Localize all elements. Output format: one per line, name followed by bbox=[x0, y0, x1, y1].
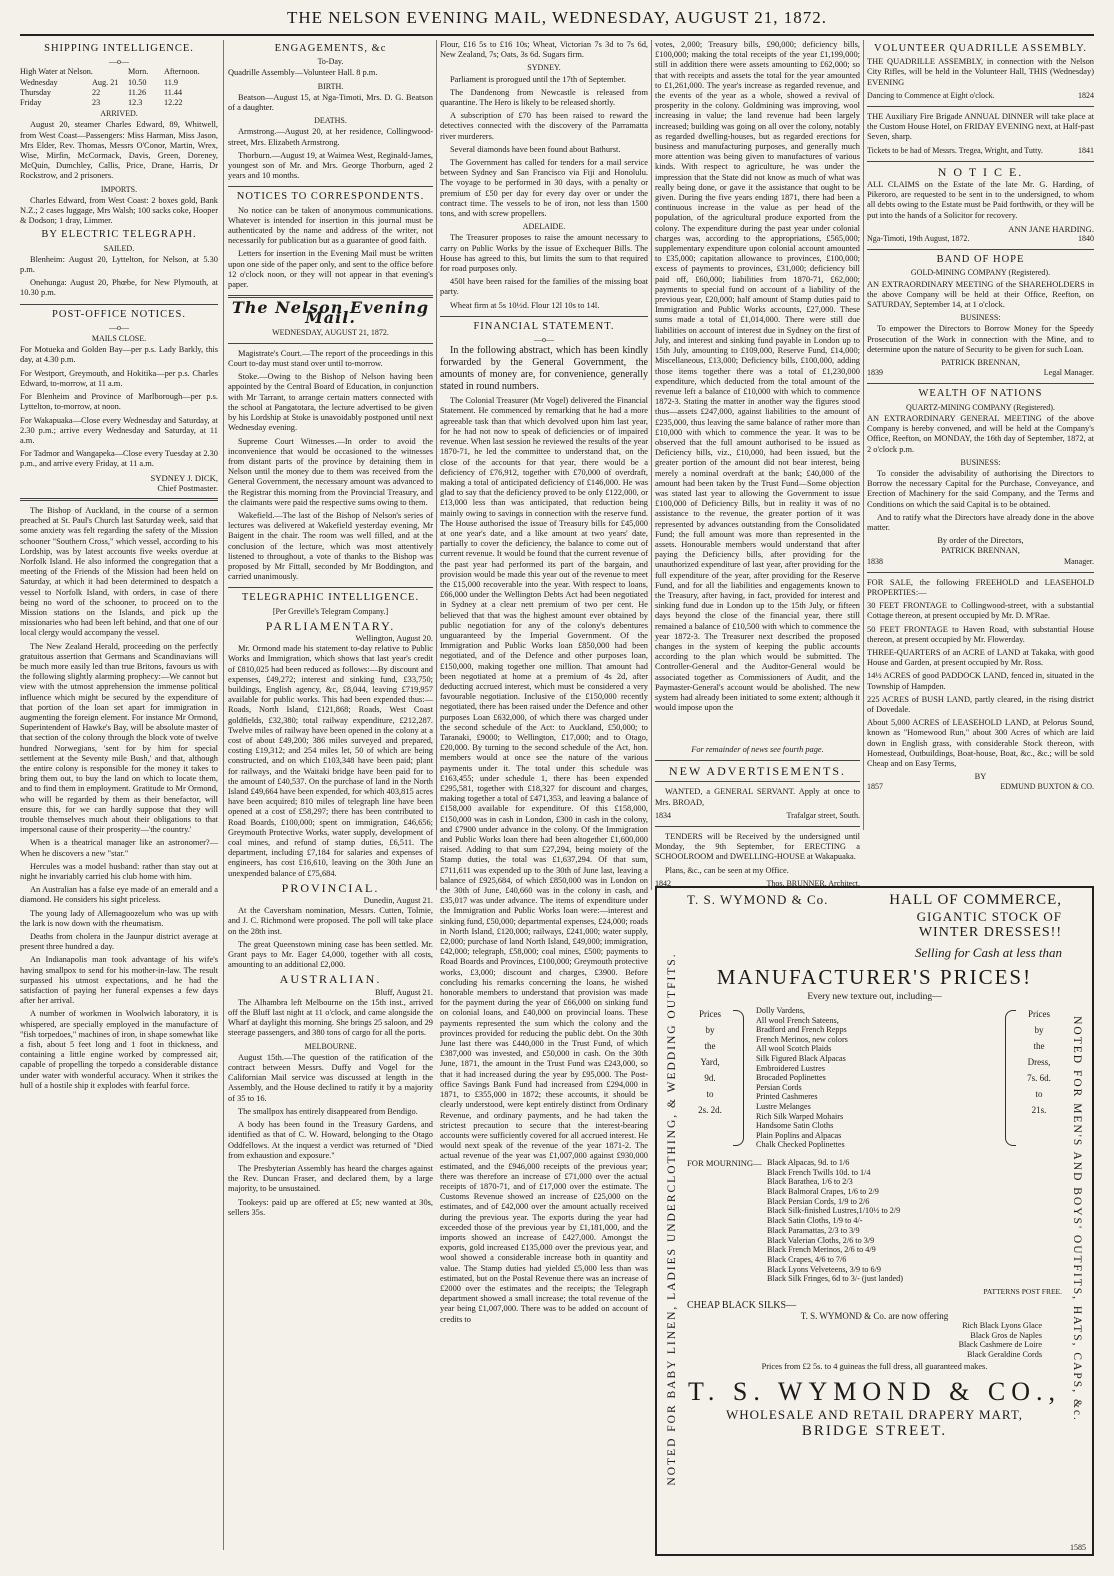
right-vertical-banner bbox=[1066, 894, 1088, 1544]
divider bbox=[655, 760, 860, 761]
left-vertical-banner bbox=[661, 894, 683, 1544]
brace bbox=[733, 1010, 744, 1146]
advert-text: FOR SALE, the following FREEHOLD and LEASEHOLD PROPERTIES:— bbox=[867, 577, 1094, 597]
today-label: To-Day. bbox=[317, 57, 344, 67]
wealth-of-nations-heading: WEALTH OF NATIONS bbox=[918, 388, 1043, 400]
parliamentary-heading: PARLIAMENTARY. bbox=[265, 618, 396, 633]
mail-item: For Motueka and Golden Bay—per p.s. Lady Barkly, this day, at 4.30 p.m. bbox=[20, 345, 218, 365]
news-paragraph: Supreme Court Witnesses.—In order to avoid the inconvenience that would be occasioned to the witnesses from distant parts of the province by detaining them in Nelson until the money due to them was received from the General Government, the necessary amount was advanced to the Registrar this morning from the Provincial Treasury, and the claimants were paid the respective sums owing to them. bbox=[228, 436, 433, 507]
advert-number: 1839 bbox=[867, 368, 883, 378]
news-paragraph: An Australian has a false eye made of an emerald and a diamond. He considers his sight priceless. bbox=[20, 885, 218, 905]
tide-cell: 10.50 bbox=[128, 77, 147, 87]
notices-heading: NOTICES TO CORRESPONDENTS. bbox=[236, 191, 425, 203]
advert-text: AN EXTRAORDINARY MEETING of the SHAREHOLDERS in the above Company will be held at their Office, Reefton, on SATURDAY, September 14, at 1 o'clock. bbox=[867, 279, 1094, 310]
price-line: Dress, bbox=[1027, 1057, 1051, 1067]
tide-table bbox=[20, 67, 218, 108]
selling-line: Selling for Cash at less than bbox=[915, 945, 1062, 960]
post-office-heading: POST-OFFICE NOTICES. bbox=[52, 308, 186, 320]
engagement-item: Quadrille Assembly—Volunteer Hall. 8 p.m. bbox=[228, 68, 378, 78]
news-paragraph: Mr. Ormond made his statement to-day relative to Public Works and Immigration, which shows that last year's credit of £810,025 had been reduced as follows:—By discount and expenses, £49,272; interest and sinking fund, £33,750; buildings, English agency, &c, £8,044, leaving £719,957 available for public works. This had been expended thus:—Roads, North Island, £121,868; Roads, West Coast goldfields, £32,380; total railway expenditure, £212,287. Twelve miles of railway have been opened in the colony at a cost of about £49,200; 386 miles surveyed and prepared, costing £19,312; and 254 miles let, 50 of which are being constructed, and on which £103,348 have been paid; plant for railways, and the Waitaki bridge have been paid for to the amount of £40,537. On the purchase of land in the North Island £49,664 have been expended, for which 403,815 acres have been acquired; 810 miles of telegraph line have been opened at a cost of £58,297; there has been contributed to Road Boards, £100,000; spent on immigration, £46,656; Greymouth Protective Works, water supply, development of coal mines, and refund of stamp duties, £6,511. The department, including £7,184 for salaries and expenses of engineers, has cost £16,610, leaving on the 30th June an unexpended balance of £75,684. bbox=[228, 644, 433, 878]
fabric-item: Bradford and French Repps bbox=[756, 1025, 847, 1035]
news-paragraph: Several diamonds have been found about Bathurst. bbox=[450, 144, 621, 154]
divider bbox=[228, 186, 433, 187]
advert-number: 1857 bbox=[867, 782, 883, 792]
engagements-heading: ENGAGEMENTS, &c bbox=[274, 43, 387, 54]
melbourne-heading: MELBOURNE. bbox=[304, 1041, 357, 1051]
news-paragraph: 450l have been raised for the families of the missing boat party. bbox=[440, 277, 648, 297]
notice-heading: N O T I C E. bbox=[937, 164, 1024, 179]
news-paragraph: The Treasurer proposes to raise the amount necessary to carry on Public Works by the issue of Exchequer Bills. The House has agreed to this, but limits the sum to that required for road purposes only. bbox=[440, 233, 648, 274]
advert-signature-title: Manager. bbox=[1064, 556, 1094, 566]
price-line: Yard, bbox=[700, 1057, 720, 1067]
advert-header bbox=[687, 892, 1062, 909]
price-line: 21s. bbox=[1031, 1105, 1047, 1115]
mourning-item: Black Crapes, 4/6 to 7/6 bbox=[767, 1254, 847, 1264]
postmaster-title: Chief Postmaster. bbox=[157, 482, 218, 493]
mourning-item: Black Barathea, 1/6 to 2/3 bbox=[767, 1177, 853, 1187]
dress-prices bbox=[1016, 1006, 1062, 1150]
financial-heading: FINANCIAL STATEMENT. bbox=[473, 320, 615, 332]
tide-cell: Thursday bbox=[20, 87, 51, 97]
sale-item: About 5,000 ACRES of LEASEHOLD LAND, at Pelorus Sound, known as "Homewood Run," about 300 Acres of which are laid down in English grass, with considerable Stock thereon, with Homestead, Outbuildings, Boat-house, Boat, &c., &c.; will be sold Cheap and on Easy Terms, bbox=[867, 718, 1094, 768]
divider bbox=[867, 249, 1094, 250]
price-line: to bbox=[706, 1089, 714, 1099]
fabric-item: Rich Silk Warped Mohairs bbox=[756, 1111, 844, 1121]
news-paragraph: Parliament is prorogued until the 17th of September. bbox=[450, 74, 626, 84]
adelaide-heading: ADELAIDE. bbox=[522, 222, 566, 232]
silk-item: Rich Black Lyons Glace bbox=[962, 1321, 1042, 1331]
mourning-label: FOR MOURNING— bbox=[687, 1157, 762, 1168]
news-paragraph: votes, 2,000; Treasury bills, £90,000; deficiency bills, £100,000; making the total receipts of the year £1,199,000; still in addition there were assets amounting to £62,000; so that with receipts and assets the total for the year amounted to £1,261,000. The year's increase as regarded revenue, and the events of the year as a whole, showed a revival of prosperity in the colony. Goldmining was improving, wool increasing in value; the land revenue had been largely increased; building was going on all over the colony, notably as regarded dwelling-houses, but as regarded erections for business and manufacturing purposes, and generally much more attention was being given to manufactures of various kinds. With respect to agriculture, he was under the impression that the State did not know as much of what was really being done, or gave it the assistance that ought to be given. During the five years ending 1871, there had been a continuous increase in the value as per head of the population, of the agricultural produce exported from the colony. The expenditure during the past year under colonial charges was, according to the appropriations, £565,000; supplementary expenditure upon colonial account amounted to £35,000; capitation allowance to provinces, £100,000; excess of payments to provinces, £31,000; deficiency bill paid off, £60,000; liabilities from 1870-71, £62,000; payments to special fund on account of a liability of the previous year, £20,000; half amount of Stamp duties paid to Immigration and Public Works accounts, £27,000. These sums made a total of £1,014,000. There were still due liabilities on account of interest due in Sydney on the first of July, and interest and sinking fund payable in London up to 15th July, amounting to £109,000, Reserve Fund, £14,000; Miscellaneous, £13,000; Deficiency bills, £100,000, adding those items together there was a total of £1,230,000 expenditure, which deducted from the total amount of the revenue left a balance of £10,000 with which to commence 1872-3. Stating the matter in another way the figures stood thus—assets £247,000, against liabilities to the amount of £235,000, thus leaving the same balance of rather more than £10,000 with which to commence the year. It was to be observed that the full amount authorised to be issued as Deficiency bills, viz., £10,000, had been issued, but the greater portion of the amount did not bear interest, being merely a nominal overdraft at the bank; £40,000 of the amount had been taken by the Trust Fund—Some objection was stated last year to allowing the Government to issue £100,000 of Deficiency Bills, but in reality it was of no assistance to the revenue, the greater portion of it was represented by advances outstanding from the Consolidated Fund; the full amount was more than represented in the assets. Honourable members would understand that after paying the Deficiency bills, after providing for the unauthorized expenditure of last year, after providing for the full expenditure of the year, after providing for the Reserve Fund, and for all the liabilities and engagements known to the Treasury, after having, in fact, provided for interest and sinking fund due in London up to the 15th July, or fifteen days beyond the close of the financial year, there still remained a balance of £10,500 with which to commence the year 1872-3. The Treasurer next described the proposed changes in the system of keeping the public accounts according to the plan which would be submitted. The Controller-General and the Auditor-General would be associated together as Commissioners of Audit, and the Paymaster-General's account would be abolished. The new system had already been initiated to some extent; although it would impose upon the bbox=[655, 40, 860, 713]
news-paragraph: Deaths from cholera in the Jaunpur district average at present three hundred a day. bbox=[20, 932, 218, 952]
advert-signature: PATRICK BRENNAN, bbox=[941, 546, 1020, 556]
advert-footer bbox=[867, 368, 1094, 378]
mails-heading: MAILS CLOSE. bbox=[91, 334, 147, 344]
divider bbox=[867, 572, 1094, 573]
news-paragraph: Hercules was a model husband: rather than stay out at night he invariably carried his club home with him. bbox=[20, 861, 218, 882]
vertical-text: NOTED FOR BABY LINEN, LADIES UNDERCLOTHING, & WEDDING OUTFITS. bbox=[666, 952, 678, 1486]
cheap-silks: CHEAP BLACK SILKS— bbox=[687, 1300, 797, 1312]
column-4 bbox=[655, 40, 860, 890]
mourning-list bbox=[767, 1158, 1062, 1284]
tide-cell: 23 bbox=[92, 98, 101, 108]
news-paragraph: The Bishop of Auckland, in the course of a sermon preached at St. Paul's Church last Saturday week, said that some anxiety was felt regarding the safety of the Mission schooner "Southern Cross," which vessel, according to his Lordship, was by latest accounts five weeks overdue at Norfolk Island. He also informed the congregation that a meeting of the Friends of the Mission had been held on Saturday, at which it had been determined to despatch a vessel to Norfolk Island, with orders, in case of there being no word of the schooner, to proceed on to the Mission stations on the Islands, and pick up the missionaries who had been left behind, and that one of our local clergy would accompany the vessel. bbox=[20, 505, 218, 638]
telegraph-heading: BY ELECTRIC TELEGRAPH. bbox=[41, 229, 197, 241]
tide-head: Afternoon. bbox=[164, 67, 200, 77]
sale-item: 225 ACRES of BUSH LAND, partly cleared, in the rising district of Dovedale. bbox=[867, 694, 1094, 714]
news-paragraph: The New Zealand Herald, proceeding on the perfectly gratuitous assertion that Germans and Scandinavians will be much more easily led than true Britons, favours us with the following slightly alarming prophecy:—We cannot but view with the utmost apprehension the immense political influence which might be secured by the expenditure of that portion of the loan set apart for immigration in augmenting the foreign element. For instance Mr Ormond, Superintendent of Hawke's Bay, will be absolute master of that section of the colony through the block vote of twelve hundred Norwegians, 'sent for by him for special settlement at the Seventy mile Bush,' and that, although the entire colony is responsible for the money it takes to bring them out, to buy the land on which to locate them, and to find them in employment. Gratitude to Mr Ormond, who will be regarded by them as their benefactor, will ensure this, for we can hardly suppose that they will trouble themselves much about their obligations to that impersonal cause of their prosperity—'the country.' bbox=[20, 641, 218, 835]
news-paragraph: When is a theatrical manager like an astronomer?—When he discovers a new "star." bbox=[20, 838, 218, 858]
divider bbox=[867, 383, 1094, 384]
death-notice: Thorburn.—August 19, at Waimea West, Reginald-James, youngest son of Mr. and Mrs. George Thorburn, aged 2 years and 10 months. bbox=[228, 150, 433, 181]
advert-order: By order of the Directors, bbox=[937, 536, 1024, 546]
news-paragraph: An Indianapolis man took advantage of his wife's having smallpox to send for his mother-in-law. The result surpassed his utmost expectations, and he had the satisfaction of paying her funeral expenses a few days after her arrival. bbox=[20, 955, 218, 1006]
business-label: BUSINESS: bbox=[960, 457, 1001, 467]
tide-cell: 11.44 bbox=[164, 87, 183, 97]
mourning-item: Black French Merinos, 2/6 to 4/9 bbox=[767, 1245, 876, 1255]
advert-address: Trafalgar street, South. bbox=[786, 810, 860, 820]
tide-cell: Friday bbox=[20, 98, 42, 108]
fabric-item: Lustre Melanges bbox=[756, 1101, 811, 1111]
advert-number: 1824 bbox=[1078, 90, 1094, 100]
fabric-item: French Merinos, new colors bbox=[756, 1034, 848, 1044]
news-paragraph: In the following abstract, which has been kindly forwarded by the General Government, the amounts of money are, for convenience, generally stated in round numbers. bbox=[440, 345, 648, 393]
advert-number: 1840 bbox=[1078, 234, 1094, 244]
news-paragraph: The young lady of Allemagoozelum who was up with the lark is now down with the rheumatism. bbox=[20, 908, 218, 928]
dateline: Dunedin, August 21. bbox=[363, 896, 433, 906]
column-divider bbox=[863, 40, 864, 830]
advert-footer bbox=[867, 557, 1094, 567]
tide-head: Morn. bbox=[128, 67, 149, 77]
mail-item: For Westport, Greymouth, and Hokitika—per p.s. Charles Edward, to-morrow, at 11 a.m. bbox=[20, 368, 218, 388]
advert-text: WANTED, a GENERAL SERVANT. Apply at once to Mrs. BROAD, bbox=[655, 787, 860, 807]
paper-date: WEDNESDAY, AUGUST 21, 1872. bbox=[272, 327, 389, 337]
masthead-rule bbox=[20, 34, 1094, 36]
arrived-heading: ARRIVED. bbox=[100, 109, 138, 119]
mourning-item: Black French Twills 10d. to 1/4 bbox=[767, 1167, 871, 1177]
advert-signature-title: Legal Manager. bbox=[1043, 368, 1094, 378]
news-paragraph: Tookeys: paid up are offered at £5; new wanted at 30s, sellers 35s. bbox=[228, 1197, 433, 1217]
wymond-offer: T. S. WYMOND & Co. are now offering bbox=[800, 1311, 949, 1322]
gigantic-stock: GIGANTIC STOCK OF bbox=[916, 909, 1062, 924]
tide-cell: 22 bbox=[92, 87, 101, 97]
remainder-note: For remainder of news see fourth page. bbox=[691, 745, 824, 754]
mourning-item: Black Silk Fringes, 6d to 3/- (just landed) bbox=[767, 1274, 903, 1284]
advert-footer bbox=[655, 811, 860, 821]
fabric-list bbox=[744, 1006, 1005, 1150]
mail-item: For Tadmor and Wangapeka—Close every Tuesday at 2.30 p.m., and arrive every Friday, at 11 a.m. bbox=[20, 449, 218, 469]
paper-title: The Nelson Evening Mail. bbox=[231, 298, 430, 328]
divider bbox=[867, 106, 1094, 107]
price-line: 9d. bbox=[704, 1073, 716, 1083]
imports-text: Charles Edward, from West Coast: 2 boxes gold, Bank N.Z.; 2 cases luggage, Mrs Walsh; 100 sacks coke, Hooper & Dodson; 1 dray, Limmer. bbox=[20, 195, 218, 226]
advert-text: Dancing to Commence at Eight o'clock. bbox=[867, 90, 995, 100]
column-divider bbox=[223, 40, 224, 1550]
manufacturers-prices: MANUFACTURER'S PRICES! bbox=[716, 965, 1033, 989]
tide-cell: 11.26 bbox=[128, 87, 147, 97]
mourning-item: Black Persian Cords, 1/9 to 2/6 bbox=[767, 1196, 870, 1206]
fabric-item: Dolly Vardens, bbox=[756, 1006, 805, 1015]
mourning-item: Black Balmoral Crapes, 1/6 to 2/9 bbox=[767, 1187, 879, 1197]
mourning-item: Black Valerian Cloths, 2/6 to 3/9 bbox=[767, 1235, 875, 1245]
brace bbox=[1005, 1010, 1016, 1146]
birth-notice: Beatson—August 15, at Nga-Timoti, Mrs. D. G. Beatson of a daughter. bbox=[228, 92, 433, 113]
silk-item: Black Cashmere de Loire bbox=[958, 1340, 1042, 1350]
advert-text: THE QUADRILLE ASSEMBLY, in connection with the Nelson City Rifles, will be held in the Volunteer Hall, THIS (Wednesday) EVENING bbox=[867, 57, 1094, 87]
fabric-item: Handsome Satin Cloths bbox=[756, 1121, 834, 1131]
price-line: to bbox=[1035, 1089, 1043, 1099]
news-paragraph: The Dandenong from Newcastle is released from quarantine. The Hero is likely to be released shortly. bbox=[440, 87, 648, 108]
news-paragraph: A body has been found in the Treasury Gardens, and identified as that of C. W. Howard, belonging to the Otago Oddfellows. At the inquest a verdict was returned of "Died from exhaustion and exposure." bbox=[228, 1120, 433, 1160]
death-notice: Armstrong.—August 20, at her residence, Collingwood-street, Mrs. Elizabeth Armstrong. bbox=[228, 127, 433, 147]
tide-cell: Aug. 21 bbox=[92, 77, 119, 87]
patterns-post-free: PATTERNS POST FREE. bbox=[983, 1287, 1062, 1297]
mourning-item: Black Alpacas, 9d. to 1/6 bbox=[767, 1157, 850, 1167]
dateline: Bluff, August 21. bbox=[374, 987, 433, 997]
advert-number: 1585 bbox=[1070, 1543, 1086, 1552]
wymond-advertisement bbox=[655, 886, 1094, 1556]
mourning-item: Black Silk-finished Lustres,1/10½ to 2/9 bbox=[767, 1206, 901, 1216]
advert-text: Plans, &c., can be seen at my Office. bbox=[665, 865, 789, 875]
fabric-item: All wool Scotch Plaids bbox=[756, 1044, 832, 1054]
price-footnote: Prices from £2 5s. to 4 guineas the full dress, all guaranteed makes. bbox=[761, 1362, 988, 1372]
winter-dresses: WINTER DRESSES!! bbox=[918, 925, 1062, 940]
business-label: BUSINESS: bbox=[960, 313, 1001, 323]
imports-heading: IMPORTS. bbox=[100, 184, 138, 194]
divider bbox=[20, 304, 218, 305]
news-paragraph: At the Caversham nomination, Messrs. Cutten, Tolmie, and J. C. Richmond were proposed. The poll will take place on the 28th inst. bbox=[228, 906, 433, 936]
news-paragraph: Wheat firm at 5s 10½d. Flour 12l 10s to 14l. bbox=[450, 300, 600, 310]
fabric-item: All wool French Sateens, bbox=[756, 1015, 839, 1025]
sale-item: 50 FEET FRONTAGE to Haven Road, with substantial House thereon, at present occupied by Mr. Flowerday. bbox=[867, 624, 1094, 644]
every-texture: Every new texture out, including— bbox=[807, 992, 942, 1002]
mail-item: For Blenheim and Province of Marlborough—per p.s. Lyttelton, to-morrow, at noon. bbox=[20, 392, 218, 412]
silk-list bbox=[687, 1321, 1062, 1359]
notice-text: No notice can be taken of anonymous communications. Whatever is intended for insertion in this journal must be authenticated by the name and address of the writer, not necessarily for publication but as a guarantee of good faith. bbox=[228, 205, 433, 246]
vertical-text: NOTED FOR MEN'S AND BOYS' OUTFITS, HATS, CAPS, &c. bbox=[1071, 1016, 1083, 1422]
drapery-mart: WHOLESALE AND RETAIL DRAPERY MART, bbox=[725, 1407, 1024, 1423]
price-line: the bbox=[1033, 1041, 1045, 1051]
price-line: Prices bbox=[699, 1009, 721, 1019]
masthead: THE NELSON EVENING MAIL, WEDNESDAY, AUGUST 21, 1872. bbox=[286, 8, 828, 27]
shipping-heading: SHIPPING INTELLIGENCE. bbox=[44, 43, 194, 54]
tide-cell: 12.22 bbox=[164, 98, 183, 108]
deaths-heading: DEATHS. bbox=[314, 116, 347, 126]
price-line: 7s. 6d. bbox=[1027, 1073, 1051, 1083]
column-3 bbox=[440, 40, 648, 1324]
fabric-item: Plain Poplins and Alpacas bbox=[756, 1130, 842, 1140]
divider bbox=[20, 498, 218, 501]
advert-signature: Thos. BRUNNER, Architect. bbox=[766, 878, 860, 888]
birth-heading: BIRTH. bbox=[317, 81, 344, 91]
news-paragraph: Stoke.—Owing to the Bishop of Nelson having been appointed by the Central Board of Education, in conjunction with Mr Tarrant, to arrange certain matters connected with the school at Pangatotara, the lecture advertised to be given by his Lordship at Stoke is unavoidably postponed until next Wednesday evening. bbox=[228, 372, 433, 433]
hall-of-commerce: HALL OF COMMERCE, bbox=[889, 892, 1062, 908]
postmaster-name: SYDNEY J. DICK, bbox=[150, 472, 218, 483]
advert-footer bbox=[867, 782, 1094, 792]
arrived-text: August 20, steamer Charles Edward, 89, Whitwell, from West Coast—Passengers: Miss Harman, Miss Jason, Mrs Elder, Rev. Thomas, Messrs O'Conor, Martin, Wrex, Wise, Mirfin, McCormack, Davis, Green, Doreney, McQuin, Dumchley, Callis, Price, Drane, Harris, Dr Rockstrow, and 2 prisoners. bbox=[20, 120, 218, 181]
advert-by: BY bbox=[974, 772, 987, 782]
news-paragraph: A number of workmen in Woolwich laboratory, it is whispered, are specially employed in the manufacture of "fish torpedoes," machines of iron, in shape somewhat like a fish, about 5 feet long and 1 foot in thickness, and containing a little engine worked by compressed air, capable of propelling the torpedo a considerable distance under water with wonderful accuracy. When it strikes the hull of a hostile ship it explodes with fearful force. bbox=[20, 1009, 218, 1090]
mourning-item: Black Lyons Velveteens, 3/9 to 6/9 bbox=[767, 1264, 882, 1274]
news-paragraph: August 15th.—The question of the ratification of the contract between Messrs. Duffy and Vogel for the Californian Mail service was discussed at length in the Assembly, and the House declined to ratify it by a majority of 35 to 16. bbox=[228, 1052, 433, 1103]
advert-signature: EDMUND BUXTON & CO. bbox=[1000, 782, 1094, 792]
fabric-item: Silk Figured Black Alpacas bbox=[756, 1053, 846, 1063]
fabrics-block bbox=[687, 1006, 1062, 1150]
new-adverts-heading: NEW ADVERTISEMENTS. bbox=[668, 764, 847, 779]
sailed-heading: SAILED. bbox=[103, 243, 135, 253]
advert-footer bbox=[867, 146, 1094, 156]
fabric-item: Embroidered Lustres bbox=[756, 1063, 825, 1073]
advert-number: 1834 bbox=[655, 810, 671, 820]
advert-text: AN EXTRAORDINARY GENERAL MEETING of the above Company is hereby convened, and will be held at the Company's Office, Reefton, on MONDAY, the 16th day of September, 1872, at 2 o'clock p.m. bbox=[867, 413, 1094, 454]
sailed-text: Onehunga: August 20, Phœbe, for New Plymouth, at 10.30 p.m. bbox=[20, 278, 218, 298]
dateline: Wellington, August 20. bbox=[355, 633, 433, 643]
column-2 bbox=[228, 40, 433, 1550]
price-line: 2s. 2d. bbox=[698, 1105, 722, 1115]
fabric-item: Brocaded Poplinettes bbox=[756, 1073, 826, 1083]
news-paragraph: The Government has called for tenders for a mail service between Sydney and San Francisco via Fiji and Honolulu. The voyage to be performed in 30 days, with a penalty or premium of £50 per day for every day over or under the contract time. The vessels to be of iron, not less than 1500 tons, and with screw propellers. bbox=[440, 158, 648, 219]
advert-text: TENDERS will be Received by the undersigned until Monday, the 9th September, for ERECTING a SCHOOLROOM and DWELLING-HOUSE at Wakapuaka. bbox=[655, 832, 860, 862]
news-paragraph: The great Queenstown mining case has been settled. Mr. Grant pays to Mr. Eager £4,000, together with all costs, amounting to an additional £2,000. bbox=[228, 939, 433, 970]
advert-signature: ANN JANE HARDING. bbox=[1008, 223, 1094, 234]
price-line: by bbox=[1034, 1025, 1044, 1035]
news-paragraph: The smallpox has entirely disappeared from Bendigo. bbox=[238, 1106, 418, 1116]
column-5 bbox=[867, 40, 1094, 830]
advert-signature: PATRICK BRENNAN, bbox=[941, 358, 1020, 368]
price-line: the bbox=[704, 1041, 716, 1051]
sydney-heading: SYDNEY. bbox=[527, 63, 561, 73]
news-paragraph: The Alhambra left Melbourne on the 15th inst., arrived off the Bluff last night at 11 o'clock, and came alongside the Wharf at daylight this morning. She brings 25 saloon, and 29 steerage passengers, and 380 tons of cargo for all the ports. bbox=[228, 997, 433, 1038]
advert-number: 1842 bbox=[655, 878, 671, 888]
mail-item: For Wakapuaka—Close every Wednesday and Saturday, at 2.30 p.m.; arrive every Wednesday and Saturday, at 11 a.m. bbox=[20, 415, 218, 445]
mourning-item: Black Satin Cloths, 1/9 to 4/- bbox=[767, 1216, 863, 1226]
advert-body bbox=[687, 892, 1062, 1550]
silk-item: Black Gros de Naples bbox=[970, 1330, 1042, 1340]
provincial-heading: PROVINCIAL. bbox=[281, 880, 380, 895]
advert-footer bbox=[867, 234, 1094, 244]
australian-heading: AUSTRALIAN. bbox=[279, 972, 382, 987]
news-paragraph: Wakefield.—The last of the Bishop of Nelson's series of lectures was delivered at Wakefield yesterday evening, Mr Baigent in the chair. The room was well filled, and at the conclusion of the lecture, which was most attentively listened to throughout, a vote of thanks to the Bishop was proposed by Mr Fittall, seconded by Mr Boddington, and carried unanimously. bbox=[228, 510, 433, 582]
divider bbox=[228, 587, 433, 588]
wymond-big-name: T. S. WYMOND & CO., bbox=[687, 1377, 1062, 1407]
telegraph-heading: TELEGRAPHIC INTELLIGENCE. bbox=[241, 592, 420, 604]
column-divider bbox=[651, 40, 652, 890]
fabric-item: Chalk Checked Poplinettes bbox=[756, 1140, 845, 1150]
tide-cell: 12.3 bbox=[128, 98, 143, 108]
band-of-hope-heading: BAND OF HOPE bbox=[936, 254, 1025, 266]
telegraph-sub: [Per Greville's Telegram Company.] bbox=[272, 606, 389, 616]
divider bbox=[228, 343, 433, 344]
divider bbox=[655, 826, 860, 827]
firm-name: T. S. WYMOND & Co. bbox=[687, 892, 829, 907]
company-sub: QUARTZ-MINING COMPANY (Registered). bbox=[906, 402, 1055, 412]
advert-text: THE Auxiliary Fire Brigade ANNUAL DINNER will take place at the Custom House Hotel, on FRIDAY EVENING next, at Half-past Seven, sharp. bbox=[867, 112, 1094, 142]
tide-head: High Water at Nelson. bbox=[20, 67, 93, 77]
advert-text: Tickets to be had of Messrs. Tregea, Wright, and Tutty. bbox=[867, 145, 1043, 155]
price-line: Prices bbox=[1028, 1009, 1050, 1019]
advert-text: To consider the advisability of authorising the Directors to Borrow the necessary Capital for the Purchase, Conveyance, and Erection of Machinery for the said Company, and the Terms and Conditions on which the said Capital is to be obtained. bbox=[867, 468, 1094, 509]
sailed-text: Blenheim: August 20, Lyttelton, for Nelson, at 5.30 p.m. bbox=[20, 254, 218, 275]
advert-number: 1841 bbox=[1078, 145, 1094, 155]
sale-item: 14½ ACRES of good PADDOCK LAND, fenced in, situated in the Township of Hampden. bbox=[867, 671, 1094, 691]
advert-text: To empower the Directors to Borrow Money for the Speedy Prosecution of the Work in connection with the Mine, and to determine upon the nature of Security to be given for such Loan. bbox=[867, 324, 1094, 354]
advert-footer bbox=[867, 91, 1094, 101]
tide-cell: Wednesday bbox=[20, 77, 58, 87]
silk-item: Black Geraldine Cords bbox=[966, 1349, 1042, 1359]
dash: —o— bbox=[109, 57, 129, 67]
quadrille-heading: VOLUNTEER QUADRILLE ASSEMBLY. bbox=[874, 43, 1087, 54]
dash: —o— bbox=[534, 335, 554, 345]
bridge-street: BRIDGE STREET. bbox=[801, 1423, 948, 1440]
divider bbox=[655, 781, 860, 782]
news-paragraph: The Colonial Treasurer (Mr Vogel) delivered the Financial Statement. He commenced by remarking that he had a more agreeable task than that which devolved upon him last year, for he had not now to speak of deficiencies or of impaired revenue. When last session he reviewed the results of the year 1870-71, he led the committee to understand that, on the close of the accounts for that year, there would be a deficiency of £76,912, together with £70,000 of overdraft, making a total of anticipated deficiency of £146,000. He was glad to say that the deficiency proved to be only £122,000, or £13,000 less than was anticipated, that reduction being mainly owing to savings in connection with the reserve fund. The House authorised the issue of Treasury bills for £45,000 at one year's date, and a like amount at two years' date, partially to cover the deficiency, the balance to come out of current revenue. It would be found that the current revenue of the past year had performed its part of the bargain, and provision would be made this year out of the revenue to meet the £15,000 recoverable into the year. With respect to loans, £66,000 under the Wellington Debts Act had been negotiated in Sydney at a clear nett premium of two per cent. He believed that that was the highest amount ever obtained by public negotiation for any of the colony's debentures unguaranteed by the Imperial Government. Of the Immigration and Public Works loan £850,000 had been negotiated, and of the Defence and other purposes loan, £150,000, making together one million. That amount had been negotiated at home at a premium of 4s 2d, after deducting accrued interest, which must be considered a very favourable negotiation. Inclusive of the £150,000 recently negotiated, there has been raised under the Defence and other purposes Loan £632,000, of which there was charged under the second schedule of the Act: to Auckland, £50,000; to Taranaki, £9000; to Wellington, £17,000; and to Otago, £20,000. By turning to the second schedule of the Act, hon. members would at once see the nature of the various payments under it. The total under this schedule was £163,455; under schedule 1, there has been expended £295,581, together with £18,327 for discount and charges, making together a total of £471,353, and leaving a balance of £158,000 available for expenditure. Of this £158,000, £150,000 was in cash in London, £300 in cash in the colony, and £7900 under advance in the colony. Of the Immigration and Public Works loan there had been altogether £1,600,000 raised. Adding to that sum £27,294, being moiety of the Stamp duties, the total was £1,637,294. Of that sum, £711,611 was expended up to the 30th of June last, leaving a balance of £925,684, of which £850,000 was in London on the 30th of June, £40,660 was in the colony in cash, and £35,017 was under advance. The items of expenditure under the Immigration and Public Works loan were:—interest and sinking fund, £50,000; departmental expenses, £24,000; roads in North Island, £120,000; railways, £241,000; water supply, £2,000; purchase of land North Island, £49,000; immigration, £42,000; telegraph, £58,000; coal mines, £500; payments to Road Boards and Provinces, £100,000; Greymouth protective works, £3,000; discount and charges, £3900. Before concluding his remarks concerning the loans, he wished honorable members to understand that provision was made for the payment during the year of £66,000 on sinking fund on colonial loans, and £40,000 on provincial loans. These payments represented the sum which the colony and the provinces provided for reducing the public debt. On the 30th June last there was £440,000 in the Trust Fund, of which £387,000 was invested, and £50,000 in cash. On the 30th June, 1871, the amount in the Trust Fund was £243,000, so that it had increased during the year by £95,000. The Post-office Savings Bank Fund had increased from £294,000 in 1871, to £355,000 in 1872; these accounts, it should be clearly understood, were kept entirely distinct from Ordinary Revenue, and ordinary payments, and he had taken the strictest precaution to secure that the interest-bearing accounts were sufficiently covered for all accrued interest. He would next speak of the revenue of the year 1871-2. The actual revenue of the year was £1,007,000 against £930,000 estimated, and the £946,000 receipts of the previous year; there was therefore an increase of £71,000 over the actual receipts of 1870-71, and of £17,000 over the estimate. The Customs Revenue showed an increase of £25,000 on the estimates, and of £42,000 over the amount actually received during the previous year. The exports during the year had exceeded those of the previous year by £1,181,000, and the imports showed an increase of £427,000. Amongst the exports, gold increased £135,000 over the previous year, and wool showed a considerable increase both in quantity and value. The Stamp duties had yielded £5,000 less than was estimated, but on the Postal Revenue there was an increase of £2000 over the estimates and the receipts; the Telegraph department showed a small increase; the total revenue of the year being £1,007,000. There was to be added on account of credits to bbox=[440, 396, 648, 1324]
mourning-item: Black Paramattas, 2/3 to 3/9 bbox=[767, 1225, 860, 1235]
news-paragraph: Magistrate's Court.—The report of the proceedings in this Court to-day must stand over until to-morrow. bbox=[228, 348, 433, 369]
mourning-block bbox=[687, 1158, 1062, 1284]
divider bbox=[440, 316, 648, 317]
fabric-item: Printed Cashmeres bbox=[756, 1092, 818, 1102]
tide-cell: 11.9 bbox=[164, 77, 179, 87]
sale-item: THREE-QUARTERS of an ACRE of LAND at Takaka, with good House and Garden, at present occupied by Mr. Ross. bbox=[867, 647, 1094, 668]
notice-text: Letters for insertion in the Evening Mail must be written upon one side of the paper only, and sent to the office before 12 o'clock noon, or they will not appear in that evening's paper. bbox=[228, 249, 433, 290]
advert-number: 1838 bbox=[867, 556, 883, 566]
advert-place: Nga-Timoti, 19th August, 1872. bbox=[867, 234, 970, 244]
news-paragraph: Flour, £16 5s to £16 10s; Wheat, Victorian 7s 3d to 7s 6d, New Zealand, 7s; Oats, 3s 6d. Sugars firm. bbox=[440, 40, 648, 60]
news-paragraph: The Presbyterian Assembly has heard the charges against the Rev. Duncan Fraser, and declared them, by a large majority, to be unsustained. bbox=[228, 1163, 433, 1194]
divider bbox=[867, 161, 1094, 162]
fabric-item: Persian Cords bbox=[756, 1082, 802, 1092]
company-sub: GOLD-MINING COMPANY (Registered). bbox=[910, 268, 1051, 278]
yard-prices bbox=[687, 1006, 733, 1150]
advert-text: And to ratify what the Directors have already done in the above matter. bbox=[867, 512, 1094, 532]
price-line: by bbox=[705, 1025, 715, 1035]
column-divider bbox=[436, 40, 437, 890]
news-paragraph: A subscription of £70 has been raised to reward the detectives connected with the discovery of the Parramatta river murderers. bbox=[440, 111, 648, 141]
sale-item: 30 FEET FRONTAGE to Collingwood-street, with a substantial Cottage thereon, at present occupied by Mr. D. M'Rae. bbox=[867, 601, 1094, 621]
dash: —o— bbox=[109, 322, 129, 332]
advert-text: ALL CLAIMS on the Estate of the late Mr. G. Harding, of Pikeroro, are requested to be sent in to the undersigned, to whom all debts owing to the Estate must be Paid forthwith, or they will be put into the hands of a Solicitor for recovery. bbox=[867, 180, 1094, 220]
column-1 bbox=[20, 40, 218, 1550]
